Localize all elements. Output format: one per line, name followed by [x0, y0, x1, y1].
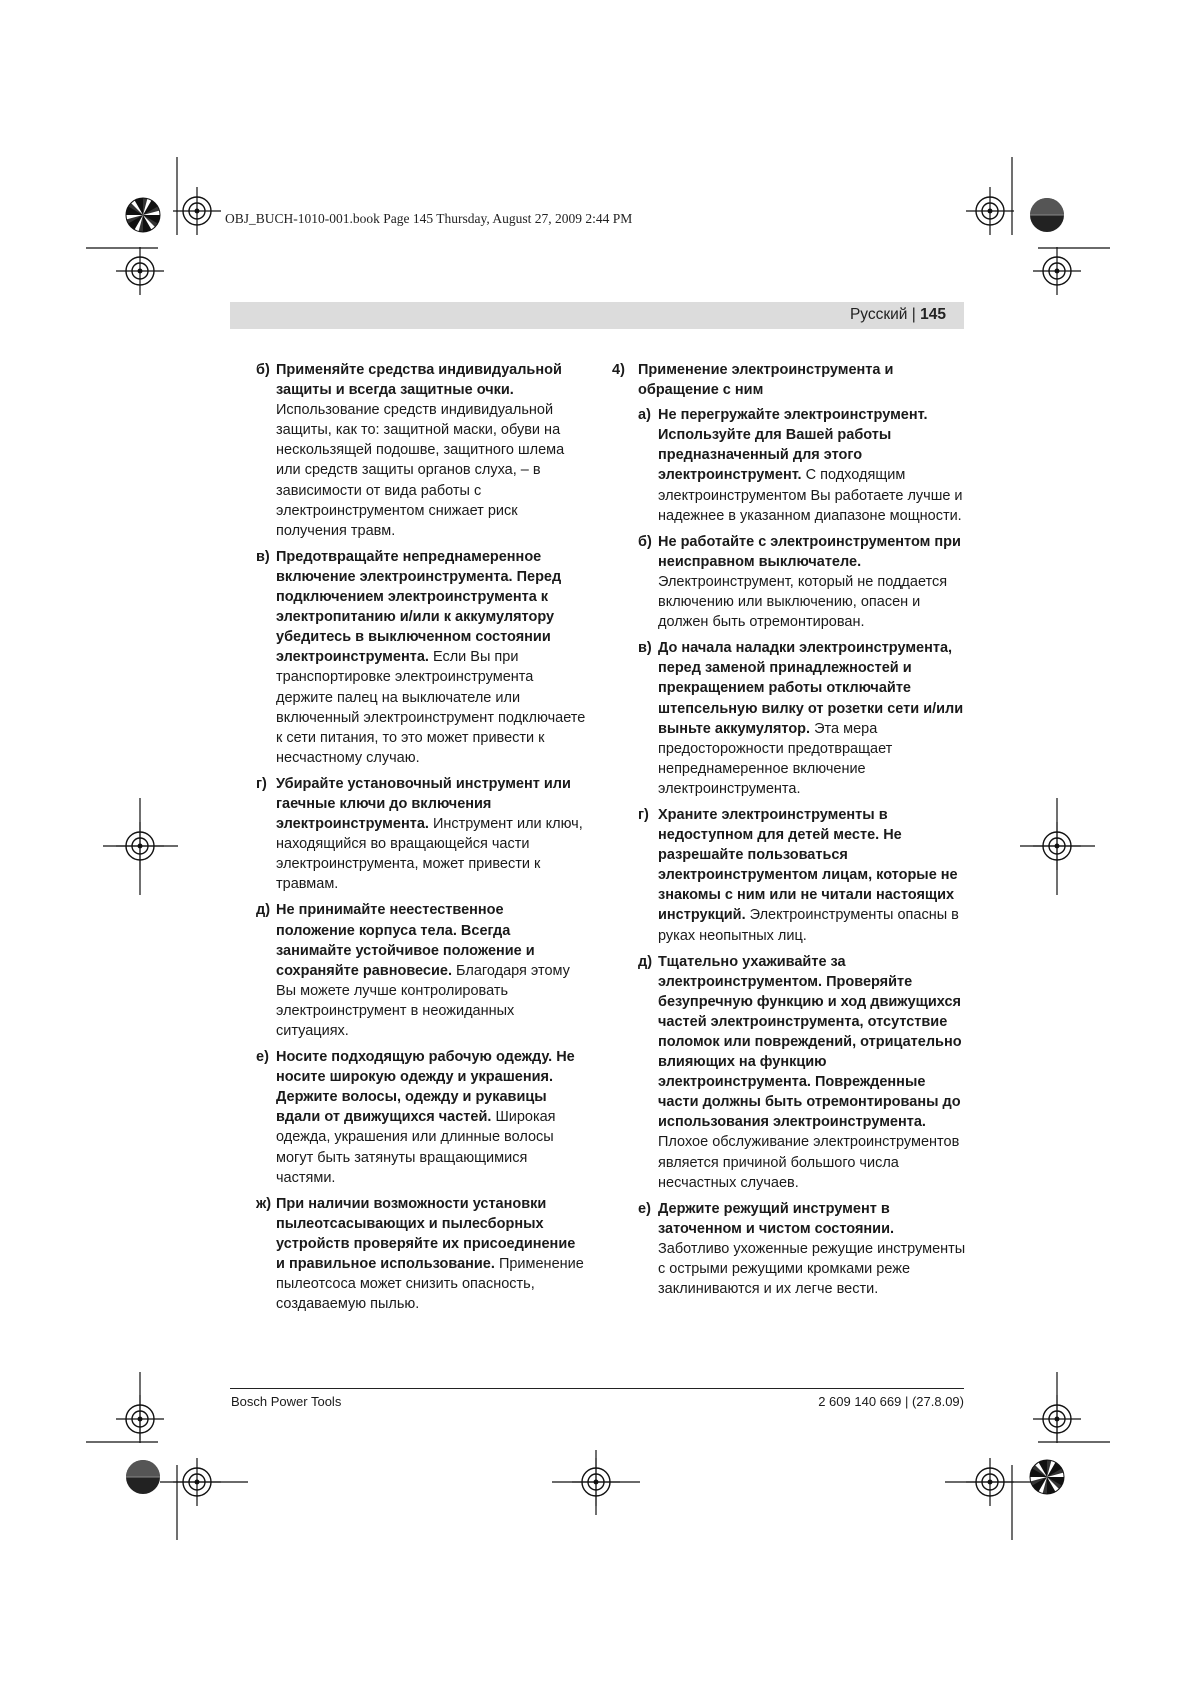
right-column — [612, 360, 967, 1305]
item-label: б) — [256, 362, 270, 378]
item-explanation: Широкая одежда, украшения или длинные волосы могут быть затянуты вращающимися частями. — [276, 1109, 556, 1186]
header-separator: | — [911, 306, 916, 323]
header-language: Русский — [849, 306, 908, 323]
item-instruction: Убирайте установочный инструмент или гаечные ключи до включения электроинструмента. — [276, 775, 571, 833]
header-text — [850, 306, 946, 324]
list-item — [256, 1047, 586, 1188]
footer-doc-number: 2 609 140 669 | (27.8.09) — [818, 1394, 964, 1409]
page-number: 145 — [920, 306, 946, 323]
item-instruction: Предотвращайте непреднамеренное включение электроинструмента. Перед подключением электроинструмента к электропитанию и/или к аккумулятору убедитесь в выключенном состоянии электроинструмента. — [276, 548, 562, 666]
section-heading — [612, 360, 967, 400]
item-explanation: Инструмент или ключ, находящийся во вращающейся части электроинструмента, может привести к травмам. — [276, 816, 583, 893]
list-item — [638, 532, 967, 632]
section-title: Применение электроинструмента и обращение с ним — [638, 362, 894, 399]
item-explanation: Если Вы при транспортировке электроинструмента держите палец на выключателе или включенный электроинструмент подключаете к сети питания, то это может привести к несчастному случаю. — [276, 649, 586, 766]
list-item — [256, 547, 586, 768]
item-explanation: Электроинструмент, который не поддается включению или выключению, опасен и должен быть отремонтирован. — [658, 573, 948, 631]
item-label: е) — [638, 1200, 651, 1217]
item-instruction: Применяйте средства индивидуальной защиты и всегда защитные очки. — [276, 362, 562, 399]
item-explanation: Эта мера предосторожности предотвращает непреднамеренное включение электроинструмента. — [658, 720, 893, 797]
item-instruction: Носите подходящую рабочую одежду. Не носите широкую одежду и украшения. Держите волосы, одежду и рукавицы вдали от движущихся частей. — [276, 1049, 575, 1126]
item-instruction: До начала наладки электроинструмента, перед заменой принадлежностей и прекращением работы отключайте штепсельную вилку от розетки сети и/или выньте аккумулятор. — [658, 640, 964, 737]
section-number: 4) — [612, 362, 625, 378]
section-items — [612, 405, 967, 1299]
item-label: г) — [638, 806, 649, 823]
page-header — [230, 302, 964, 329]
item-label: а) — [638, 407, 651, 424]
list-item — [638, 952, 967, 1193]
list-item — [256, 360, 586, 541]
footer-rule — [230, 1388, 964, 1389]
list-item — [638, 638, 967, 799]
item-label: г) — [256, 775, 267, 792]
item-instruction: При наличии возможности установки пылеотсасывающих и пылесборных устройств проверяйте их присоединение и правильное использование. — [276, 1195, 576, 1273]
item-explanation: Плохое обслуживание электроинструментов является причиной большого числа несчастных случаев. — [658, 1134, 960, 1191]
item-instruction: Не принимайте неестественное положение корпуса тела. Всегда занимайте устойчивое положение и сохраняйте равновесие. — [276, 902, 535, 979]
item-label: д) — [256, 902, 271, 919]
item-instruction: Тщательно ухаживайте за электроинструментом. Проверяйте безупречную функцию и ход движущихся частей электроинструмента, отсутствие поломок или повреждений, отрицательно влияющих на функцию электроинструмента. Поврежденные части должны быть отремонтированы до использования электроинструмента. — [658, 953, 962, 1131]
item-label: е) — [256, 1049, 269, 1066]
item-explanation: Использование средств индивидуальной защиты, как то: защитной маски, обуви на нескользящей подошве, защитного шлема или средств защиты органов слуха, – в зависимости от вида работы с электроинструментом снижает риск получения травм. — [276, 402, 565, 539]
item-explanation: С подходящим электроинструментом Вы работаете лучше и надежнее в указанном диапазоне мощности. — [658, 467, 963, 524]
item-label: в) — [638, 640, 652, 657]
item-instruction: Храните электроинструменты в недоступном для детей месте. Не разрешайте пользоваться электроинструментом лицам, которые не знакомы с ним или не читали настоящих инструкций. — [658, 806, 958, 924]
item-label: д) — [638, 953, 653, 970]
list-item — [256, 1194, 586, 1315]
list-item — [256, 774, 586, 895]
item-explanation: Применение пылеотсоса может снизить опасность, создаваемую пылью. — [276, 1256, 584, 1313]
item-label: ж) — [256, 1195, 272, 1212]
item-label: б) — [638, 533, 652, 550]
item-explanation: Благодаря этому Вы можете лучше контролировать электроинструмент в неожиданных ситуациях. — [276, 962, 570, 1039]
left-column — [256, 360, 586, 1320]
item-instruction: Не работайте с электроинструментом при неисправном выключателе. — [658, 533, 961, 570]
item-explanation: Заботливо ухоженные режущие инструменты с острыми режущими кромками реже заклиниваются и их легче вести. — [658, 1240, 966, 1298]
item-explanation: Электроинструменты опасны в руках неопытных лиц. — [658, 907, 959, 944]
print-slug: OBJ_BUCH-1010-001.book Page 145 Thursday, August 27, 2009 2:44 PM — [225, 211, 633, 226]
footer-brand: Bosch Power Tools — [231, 1394, 342, 1409]
list-item — [256, 900, 586, 1041]
list-item — [638, 1199, 967, 1299]
list-item — [638, 405, 967, 526]
item-instruction: Держите режущий инструмент в заточенном и чистом состоянии. — [658, 1200, 895, 1237]
item-instruction: Не перегружайте электроинструмент. Используйте для Вашей работы предназначенный для этого электроинструмент. — [658, 407, 928, 484]
list-item — [638, 805, 967, 946]
item-label: в) — [256, 548, 270, 565]
